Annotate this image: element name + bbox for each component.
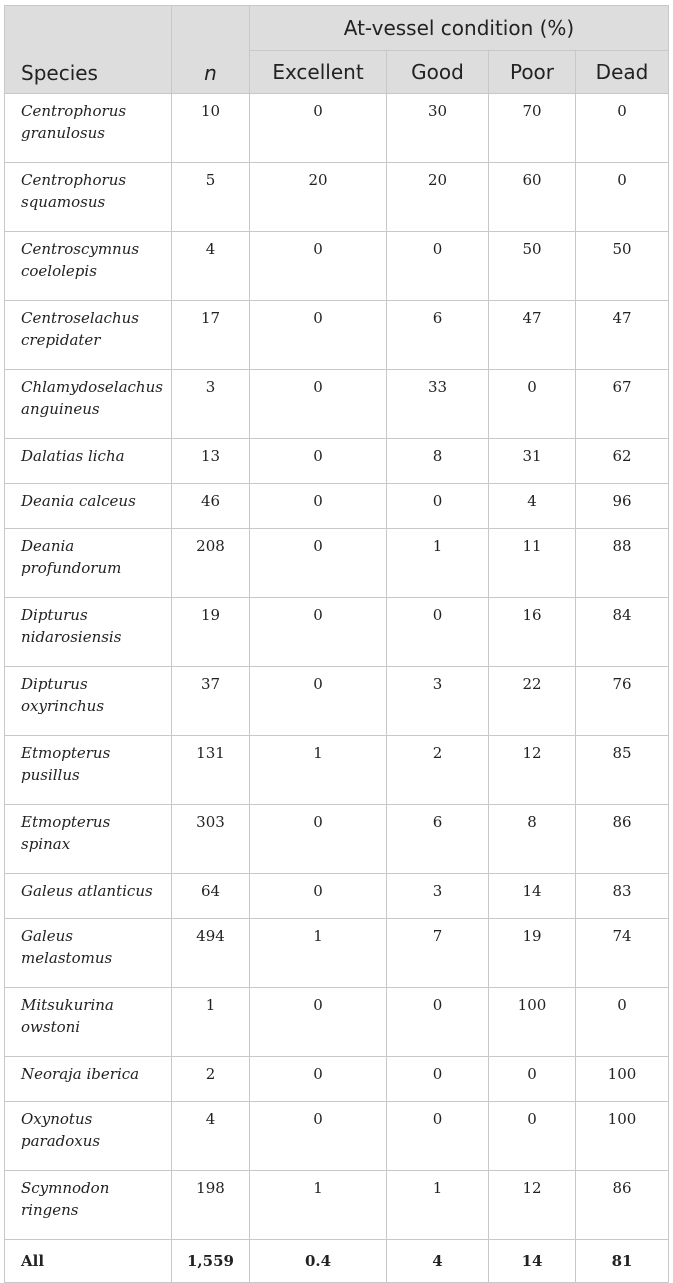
table-row [5, 1057, 669, 1102]
good-cell: 0 [387, 598, 489, 667]
header-dead: Dead [576, 51, 669, 94]
good-cell: 7 [387, 919, 489, 988]
species-cell [5, 94, 172, 163]
species-name-line: Dalatias licha [21, 447, 125, 465]
species-cell [5, 163, 172, 232]
poor-cell: 8 [489, 805, 576, 874]
dead-cell: 0 [576, 988, 669, 1057]
n-cell: 64 [172, 874, 250, 919]
species-name-line: crepidater [21, 331, 101, 349]
n-cell: 494 [172, 919, 250, 988]
dead-cell: 76 [576, 667, 669, 736]
excellent-cell: 0 [250, 598, 387, 667]
n-cell: 17 [172, 301, 250, 370]
dead-cell: 0 [576, 94, 669, 163]
table-row [5, 94, 669, 163]
good-cell: 3 [387, 667, 489, 736]
excellent-cell: 0 [250, 439, 387, 484]
at-vessel-condition-table [4, 5, 669, 1283]
total-species: All [5, 1240, 172, 1283]
excellent-cell: 20 [250, 163, 387, 232]
excellent-cell: 0 [250, 667, 387, 736]
good-cell: 20 [387, 163, 489, 232]
header-good: Good [387, 51, 489, 94]
n-cell: 2 [172, 1057, 250, 1102]
excellent-cell: 0 [250, 805, 387, 874]
good-cell: 3 [387, 874, 489, 919]
poor-cell: 0 [489, 370, 576, 439]
good-cell: 0 [387, 1102, 489, 1171]
excellent-cell: 0 [250, 232, 387, 301]
species-name-line: Scymnodon [21, 1179, 110, 1197]
dead-cell: 50 [576, 232, 669, 301]
species-cell [5, 301, 172, 370]
table-row [5, 301, 669, 370]
dead-cell: 67 [576, 370, 669, 439]
dead-cell: 86 [576, 805, 669, 874]
good-cell: 0 [387, 988, 489, 1057]
species-name-line: nidarosiensis [21, 628, 122, 646]
dead-cell: 47 [576, 301, 669, 370]
table-row [5, 874, 669, 919]
species-name-line: coelolepis [21, 262, 97, 280]
header-n: n [172, 6, 250, 94]
good-cell: 1 [387, 1171, 489, 1240]
poor-cell: 12 [489, 1171, 576, 1240]
species-name-line: Deania [21, 537, 75, 555]
excellent-cell: 1 [250, 1171, 387, 1240]
species-name-line: profundorum [21, 559, 122, 577]
table-row [5, 598, 669, 667]
species-name-line: Deania calceus [21, 492, 136, 510]
table-row [5, 529, 669, 598]
excellent-cell: 0 [250, 988, 387, 1057]
table-header [5, 6, 669, 94]
dead-cell: 85 [576, 736, 669, 805]
species-cell [5, 370, 172, 439]
poor-cell: 14 [489, 874, 576, 919]
species-name-line: Etmopterus [21, 744, 111, 762]
dead-cell: 0 [576, 163, 669, 232]
species-name-line: Centroscymnus [21, 240, 140, 258]
table-row [5, 163, 669, 232]
species-name-line: owstoni [21, 1018, 81, 1036]
species-name-line: melastomus [21, 949, 113, 967]
n-cell: 46 [172, 484, 250, 529]
good-cell: 33 [387, 370, 489, 439]
n-cell: 303 [172, 805, 250, 874]
n-cell: 3 [172, 370, 250, 439]
species-name-line: Chlamydoselachus [21, 378, 163, 396]
poor-cell: 60 [489, 163, 576, 232]
species-name-line: oxyrinchus [21, 697, 105, 715]
total-poor: 14 [489, 1240, 576, 1283]
species-name-line: pusillus [21, 766, 80, 784]
species-name-line: ringens [21, 1201, 79, 1219]
n-cell: 4 [172, 1102, 250, 1171]
excellent-cell: 0 [250, 484, 387, 529]
species-name-line: Oxynotus [21, 1110, 93, 1128]
species-cell [5, 232, 172, 301]
table-row [5, 1102, 669, 1171]
table-row-total [5, 1240, 669, 1283]
species-name-line: Neoraja iberica [21, 1065, 140, 1083]
table-row [5, 370, 669, 439]
poor-cell: 22 [489, 667, 576, 736]
good-cell: 0 [387, 484, 489, 529]
total-good: 4 [387, 1240, 489, 1283]
good-cell: 1 [387, 529, 489, 598]
good-cell: 30 [387, 94, 489, 163]
excellent-cell: 0 [250, 1057, 387, 1102]
excellent-cell: 1 [250, 736, 387, 805]
n-cell: 5 [172, 163, 250, 232]
n-cell: 208 [172, 529, 250, 598]
species-cell [5, 919, 172, 988]
dead-cell: 62 [576, 439, 669, 484]
table-row [5, 439, 669, 484]
poor-cell: 4 [489, 484, 576, 529]
species-cell [5, 484, 172, 529]
excellent-cell: 0 [250, 301, 387, 370]
n-cell: 198 [172, 1171, 250, 1240]
n-cell: 10 [172, 94, 250, 163]
species-cell [5, 598, 172, 667]
excellent-cell: 1 [250, 919, 387, 988]
poor-cell: 12 [489, 736, 576, 805]
excellent-cell: 0 [250, 370, 387, 439]
dead-cell: 100 [576, 1057, 669, 1102]
species-name-line: Centroselachus [21, 309, 139, 327]
species-cell [5, 1171, 172, 1240]
total-dead: 81 [576, 1240, 669, 1283]
n-cell: 131 [172, 736, 250, 805]
table-row [5, 667, 669, 736]
good-cell: 6 [387, 805, 489, 874]
species-name-line: Dipturus [21, 675, 88, 693]
table-row [5, 988, 669, 1057]
good-cell: 8 [387, 439, 489, 484]
dead-cell: 86 [576, 1171, 669, 1240]
poor-cell: 70 [489, 94, 576, 163]
poor-cell: 19 [489, 919, 576, 988]
species-cell [5, 667, 172, 736]
excellent-cell: 0 [250, 1102, 387, 1171]
n-cell: 37 [172, 667, 250, 736]
dead-cell: 83 [576, 874, 669, 919]
table-row [5, 232, 669, 301]
good-cell: 0 [387, 232, 489, 301]
species-name-line: Centrophorus [21, 171, 127, 189]
species-cell [5, 874, 172, 919]
species-cell [5, 988, 172, 1057]
n-cell: 1 [172, 988, 250, 1057]
species-name-line: granulosus [21, 124, 105, 142]
species-name-line: Dipturus [21, 606, 88, 624]
n-cell: 19 [172, 598, 250, 667]
good-cell: 6 [387, 301, 489, 370]
species-cell [5, 736, 172, 805]
table-row [5, 805, 669, 874]
species-name-line: spinax [21, 835, 71, 853]
poor-cell: 100 [489, 988, 576, 1057]
excellent-cell: 0 [250, 529, 387, 598]
species-name-line: paradoxus [21, 1132, 101, 1150]
n-cell: 4 [172, 232, 250, 301]
header-poor: Poor [489, 51, 576, 94]
poor-cell: 47 [489, 301, 576, 370]
poor-cell: 31 [489, 439, 576, 484]
header-at-vessel-condition: At-vessel condition (%) [250, 6, 669, 51]
poor-cell: 0 [489, 1102, 576, 1171]
species-name-line: squamosus [21, 193, 106, 211]
dead-cell: 88 [576, 529, 669, 598]
dead-cell: 74 [576, 919, 669, 988]
table-row [5, 1171, 669, 1240]
species-cell [5, 439, 172, 484]
species-cell [5, 1057, 172, 1102]
species-name-line: Galeus atlanticus [21, 882, 153, 900]
good-cell: 2 [387, 736, 489, 805]
species-name-line: Mitsukurina [21, 996, 114, 1014]
table-body [5, 94, 669, 1283]
species-cell [5, 1102, 172, 1171]
table-row [5, 919, 669, 988]
excellent-cell: 0 [250, 94, 387, 163]
dead-cell: 96 [576, 484, 669, 529]
table-row [5, 736, 669, 805]
total-excellent: 0.4 [250, 1240, 387, 1283]
header-excellent: Excellent [250, 51, 387, 94]
poor-cell: 16 [489, 598, 576, 667]
dead-cell: 84 [576, 598, 669, 667]
header-species: Species [5, 6, 172, 94]
dead-cell: 100 [576, 1102, 669, 1171]
poor-cell: 0 [489, 1057, 576, 1102]
species-name-line: anguineus [21, 400, 100, 418]
n-cell: 13 [172, 439, 250, 484]
excellent-cell: 0 [250, 874, 387, 919]
poor-cell: 11 [489, 529, 576, 598]
table-row [5, 484, 669, 529]
poor-cell: 50 [489, 232, 576, 301]
species-name-line: Etmopterus [21, 813, 111, 831]
species-cell [5, 805, 172, 874]
total-n: 1,559 [172, 1240, 250, 1283]
good-cell: 0 [387, 1057, 489, 1102]
species-name-line: Centrophorus [21, 102, 127, 120]
species-cell [5, 529, 172, 598]
species-name-line: Galeus [21, 927, 73, 945]
